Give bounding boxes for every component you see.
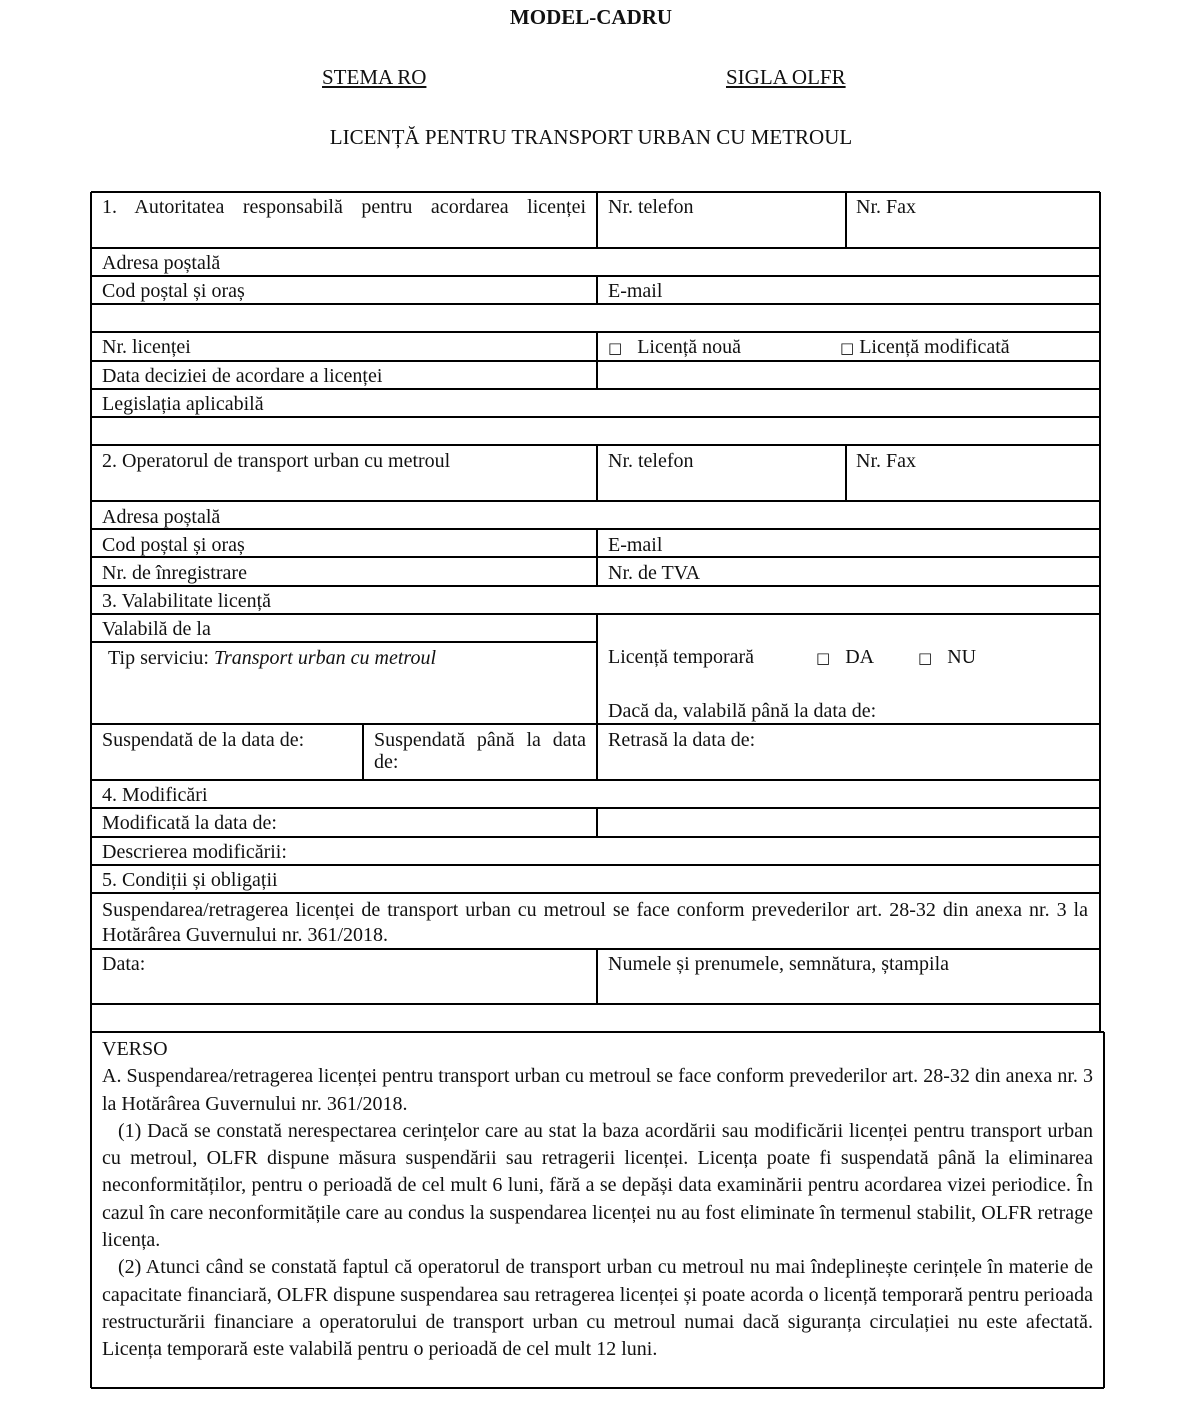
checkbox-icon[interactable]: □	[918, 649, 933, 667]
authority-postal-address-label: Adresa poștală	[102, 252, 221, 274]
temporary-no-label: NU	[947, 646, 977, 668]
legislation-label: Legislația aplicabilă	[102, 393, 264, 415]
modified-license-label: Licență modificată	[859, 336, 1010, 358]
verso-paragraph-2: (2) Atunci când se constată faptul că operatorul de transport urban cu metroul nu mai îndeplinește cerințele în materie de capacitate financiară, OLFR dispune suspendarea sau retragerea licenței și poate acorda o licență temporară pentru perioada restructurării financiare a operatorului de transport urban cu metroul numai dacă siguranța circulației nu este afectată. Licența temporară este valabilă pentru o perioadă de cel mult 12 luni.	[102, 1256, 1093, 1361]
verso-title: VERSO	[102, 1038, 168, 1060]
authority-zip-city-label: Cod poștal și oraș	[102, 280, 245, 302]
verso-paragraph-1: (1) Dacă se constată nerespectarea cerințelor care au stat la baza acordării sau modificării licenței pentru transport urban cu metroul, OLFR dispune măsura suspendării sau retragerii licenței. Licența poate fi suspendată până la eliminarea neconformităților, pentru o perioadă de cel mult 6 luni, fără a se depăși data examinării pentru acordarea vizei periodice. În cazul în care neconformitățile care au condus la suspendarea licenței nu au fost eliminate în termenul stabilit, OLFR retrage licența.	[102, 1119, 1093, 1252]
service-type-value: Transport urban cu metroul	[213, 647, 436, 669]
temporary-no-option[interactable]	[918, 646, 976, 669]
checkbox-icon[interactable]: □	[608, 339, 623, 357]
document-title: MODEL-CADRU	[509, 5, 673, 29]
checkbox-icon[interactable]: □	[816, 649, 831, 667]
coat-of-arms-placeholder: STEMA RO	[322, 65, 427, 89]
date-label: Data:	[102, 953, 146, 975]
new-license-option[interactable]	[608, 336, 741, 359]
modified-license-option[interactable]	[840, 336, 1010, 359]
operator-email-label: E-mail	[608, 534, 663, 556]
license-number-label: Nr. licenței	[102, 336, 191, 358]
temporary-license-label: Licență temporară	[608, 646, 755, 668]
temporary-yes-option[interactable]	[816, 646, 874, 669]
checkbox-icon[interactable]: □	[840, 339, 855, 357]
operator-postal-address-label: Adresa poștală	[102, 506, 221, 528]
registration-number-label: Nr. de înregistrare	[102, 562, 247, 584]
suspended-until-label: Suspendată până la data de:	[374, 729, 586, 773]
modifications-section-label: 4. Modificări	[102, 784, 208, 806]
authority-phone-label: Nr. telefon	[608, 196, 694, 218]
authority-email-label: E-mail	[608, 280, 663, 302]
operator-zip-city-label: Cod poștal și oraș	[102, 534, 245, 556]
verso-paragraph-a: A. Suspendarea/retragerea licenței pentru transport urban cu metroul se face conform prevederilor art. 28-32 din anexa nr. 3 la Hotărârea Guvernului nr. 361/2018.	[102, 1065, 1093, 1115]
signature-label: Numele și prenumele, semnătura, ștampila	[608, 953, 950, 975]
modified-on-label: Modificată la data de:	[102, 812, 277, 834]
withdrawn-on-label: Retrasă la data de:	[608, 729, 756, 751]
modification-description-label: Descrierea modificării:	[102, 841, 287, 863]
valid-until-label: Dacă da, valabilă până la data de:	[608, 700, 877, 722]
operator-fax-label: Nr. Fax	[856, 450, 916, 472]
olfr-logo-placeholder: SIGLA OLFR	[726, 65, 846, 89]
license-heading: LICENȚĂ PENTRU TRANSPORT URBAN CU METROUL	[329, 125, 853, 149]
authority-label: 1. Autoritatea responsabilă pentru acordarea licenței	[102, 196, 586, 218]
temporary-yes-label: DA	[845, 646, 875, 668]
valid-from-label: Valabilă de la	[102, 618, 211, 640]
validity-section-label: 3. Valabilitate licență	[102, 590, 272, 612]
conditions-section-label: 5. Condiții și obligații	[102, 869, 278, 891]
vat-number-label: Nr. de TVA	[608, 562, 701, 584]
authority-fax-label: Nr. Fax	[856, 196, 916, 218]
verso-section	[102, 1036, 1093, 1364]
new-license-label: Licență nouă	[637, 336, 742, 358]
operator-label: 2. Operatorul de transport urban cu metroul	[102, 450, 451, 472]
service-type-label: Tip serviciu:	[108, 647, 209, 669]
service-type	[108, 647, 436, 669]
decision-date-label: Data deciziei de acordare a licenței	[102, 365, 383, 387]
operator-phone-label: Nr. telefon	[608, 450, 694, 472]
conditions-text: Suspendarea/retragerea licenței de transport urban cu metroul se face conform prevederilor art. 28-32 din anexa nr. 3 la Hotărârea Guvernului nr. 361/2018.	[102, 899, 1088, 946]
suspended-from-label: Suspendată de la data de:	[102, 729, 305, 751]
